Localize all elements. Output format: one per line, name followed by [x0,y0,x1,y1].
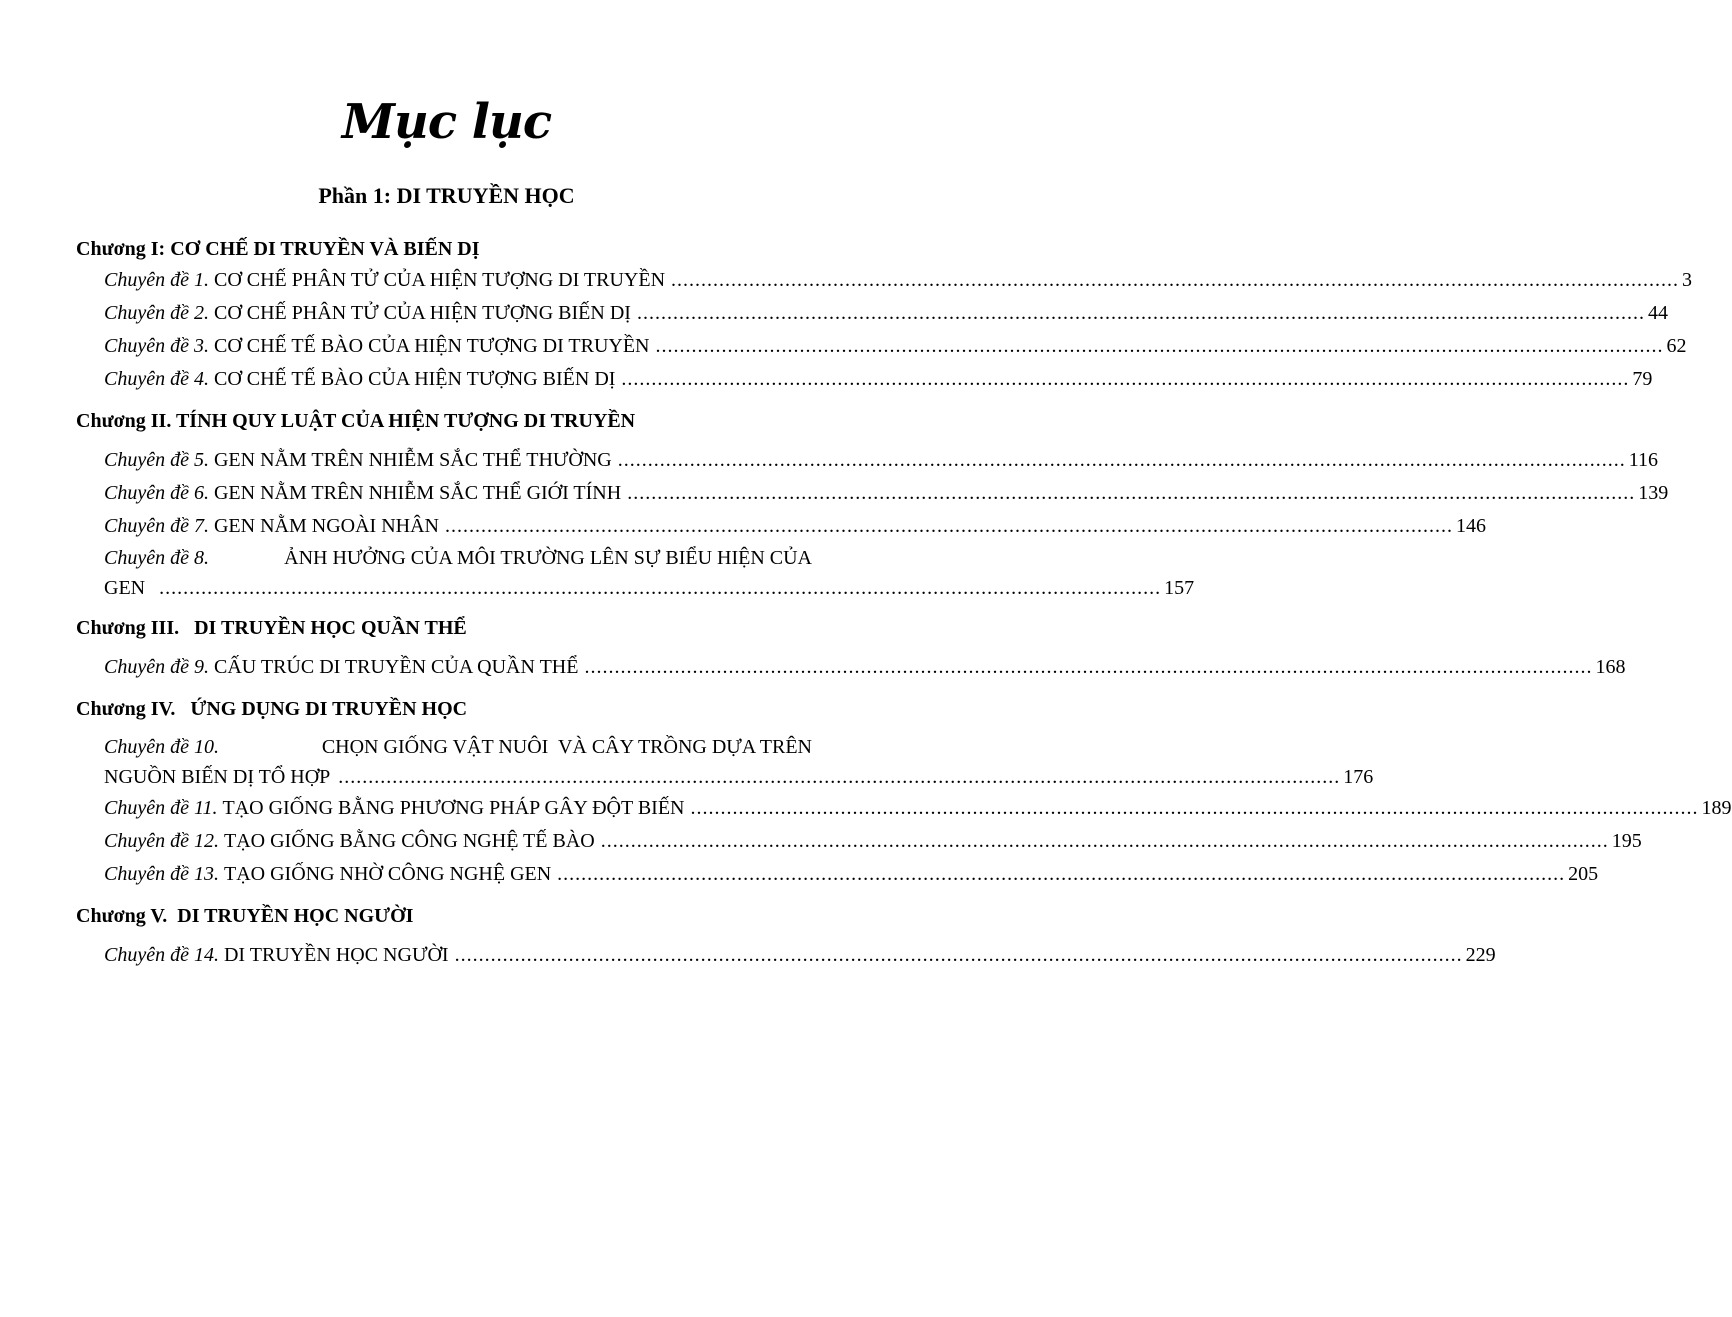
dot-leader [685,792,1702,825]
dot-leader [631,297,1648,330]
entry-page: 79 [1632,368,1653,390]
toc-entry-9[interactable] [104,651,1626,684]
entry-label: Chuyên đề 5. [104,449,209,471]
toc-entry-2[interactable] [104,297,1668,330]
part-heading: Phần 1: DI TRUYỀN HỌC [318,183,575,208]
entry-page: 229 [1465,944,1496,966]
toc-entry-8[interactable] [104,543,1195,603]
entry-title-line1: ẢNH HƯỞNG CỦA MÔI TRƯỜNG LÊN SỰ BIỂU HIỆN CỦA [284,547,812,569]
entry-title: GEN NẰM NGOÀI NHÂN [213,515,439,537]
entry-title: TẠO GIỐNG BẰNG CÔNG NGHỆ TẾ BÀO [223,830,595,852]
entry-label: Chuyên đề 9. [104,656,209,678]
dot-leader [449,939,1466,972]
entry-label: Chuyên đề 10. [104,736,219,758]
entry-label: Chuyên đề 1. [104,269,209,291]
entry-page: 62 [1666,335,1687,357]
toc-entry-11[interactable] [104,792,1732,825]
entry-title-line2: NGUỒN BIẾN DỊ TỔ HỢP [104,766,331,788]
dot-leader [578,651,1595,684]
page-title: Mục lục [341,94,552,150]
entry-page: 157 [1164,577,1195,599]
toc-entry-3[interactable] [104,330,1687,363]
entry-title: CƠ CHẾ TẾ BÀO CỦA HIỆN TƯỢNG DI TRUYỀN [213,335,650,357]
entry-title: DI TRUYỀN HỌC NGƯỜI [223,944,449,966]
toc-entry-13[interactable] [104,858,1599,891]
dot-leader [612,444,1629,477]
chapter-4-heading: Chương IV. ỨNG DỤNG DI TRUYỀN HỌC [76,698,468,720]
entry-title: GEN NẰM TRÊN NHIỄM SẮC THỂ THƯỜNG [213,449,612,471]
entry-page: 195 [1611,830,1642,852]
chapter-2-heading: Chương II. TÍNH QUY LUẬT CỦA HIỆN TƯỢNG DI TRUYỀN [76,410,636,432]
toc-entry-7[interactable] [104,510,1486,543]
entry-page: 116 [1628,449,1658,471]
dot-leader [439,510,1456,543]
dot-leader [621,477,1638,510]
entry-label: Chuyên đề 12. [104,830,219,852]
entry-title: TẠO GIỐNG BẰNG PHƯƠNG PHÁP GÂY ĐỘT BIẾN [222,797,685,819]
entry-title: CƠ CHẾ PHÂN TỬ CỦA HIỆN TƯỢNG DI TRUYỀN [213,269,666,291]
chapter-5-heading: Chương V. DI TRUYỀN HỌC NGƯỜI [76,905,414,927]
entry-title: CẤU TRÚC DI TRUYỀN CỦA QUẦN THỂ [213,656,579,678]
dot-leader: ....................................................................................................................................................................... [159,577,1162,599]
entry-title: CƠ CHẾ TẾ BÀO CỦA HIỆN TƯỢNG BIẾN DỊ [213,368,616,390]
dot-leader [615,363,1632,396]
entry-page: 176 [1343,766,1374,788]
toc-entry-4[interactable] [104,363,1653,396]
entry-page: 139 [1638,482,1669,504]
toc-entry-6[interactable] [104,477,1669,510]
entry-title: TẠO GIỐNG NHỜ CÔNG NGHỆ GEN [223,863,552,885]
dot-leader [551,858,1568,891]
toc-entry-5[interactable] [104,444,1658,477]
entry-label: Chuyên đề 7. [104,515,209,537]
entry-page: 205 [1568,863,1599,885]
entry-label: Chuyên đề 13. [104,863,219,885]
entry-page: 168 [1595,656,1626,678]
table-of-contents [76,234,1732,972]
toc-entry-14[interactable] [104,939,1496,972]
entry-title: GEN NẰM TRÊN NHIỄM SẮC THỂ GIỚI TÍNH [213,482,622,504]
entry-label: Chuyên đề 6. [104,482,209,504]
entry-title-line2: GEN [104,577,146,599]
dot-leader [650,330,1667,363]
entry-label: Chuyên đề 14. [104,944,219,966]
chapter-3-heading: Chương III. DI TRUYỀN HỌC QUẦN THỂ [76,617,467,639]
toc-entry-12[interactable] [104,825,1642,858]
toc-entry-10[interactable] [104,732,1374,792]
entry-page: 44 [1647,302,1668,324]
entry-title: CƠ CHẾ PHÂN TỬ CỦA HIỆN TƯỢNG BIẾN DỊ [213,302,631,324]
entry-label: Chuyên đề 11. [104,797,218,819]
chapter-1-heading: Chương I: CƠ CHẾ DI TRUYỀN VÀ BIẾN DỊ [76,238,480,260]
entry-page: 189 [1701,797,1732,819]
dot-leader: ....................................................................................................................................................................... [338,766,1341,788]
entry-page: 146 [1455,515,1486,537]
entry-title-line1: CHỌN GIỐNG VẬT NUÔI VÀ CÂY TRỒNG DỰA TRÊN [321,736,812,758]
entry-page: 3 [1682,269,1693,291]
dot-leader [665,264,1682,297]
entry-label: Chuyên đề 4. [104,368,209,390]
dot-leader [595,825,1612,858]
toc-entry-1[interactable] [104,264,1693,297]
entry-label: Chuyên đề 8. [104,547,209,569]
entry-label: Chuyên đề 3. [104,335,209,357]
entry-label: Chuyên đề 2. [104,302,209,324]
